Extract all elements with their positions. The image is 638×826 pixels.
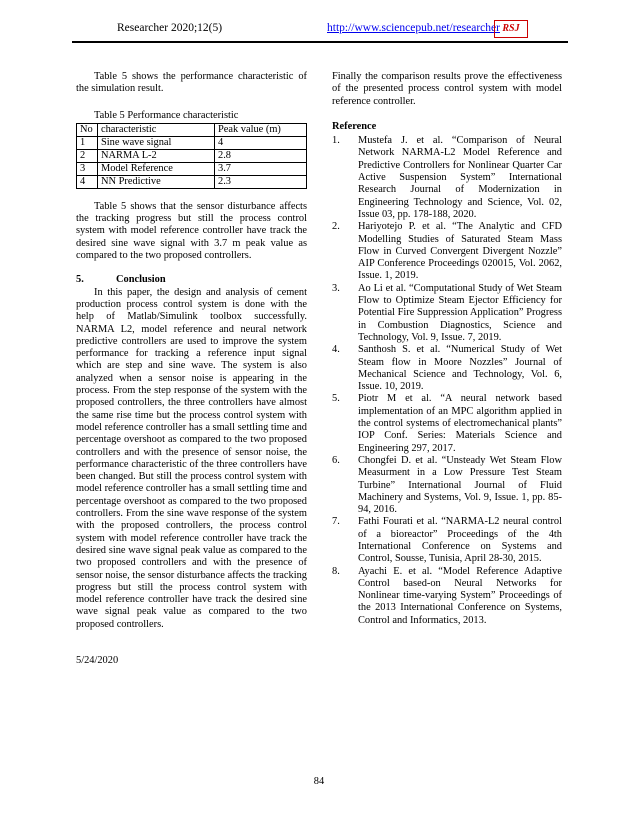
reference-item (332, 566, 562, 627)
reference-item (332, 455, 562, 516)
journal-url-link[interactable]: http://www.sciencepub.net/researcher (327, 22, 500, 34)
table-header-row (77, 123, 307, 136)
reference-item (332, 516, 562, 565)
table-cell: Sine wave signal (98, 136, 215, 149)
table-cell: NARMA L-2 (98, 149, 215, 162)
reference-heading: Reference (332, 120, 377, 132)
left-column (76, 71, 307, 631)
reference-item (332, 283, 562, 344)
reference-text: Ao Li et al. “Computational Study of Wet Steam Flow to Optimize Steam Ejector Efficiency for Potential Fire Suppression Application” Progress in Combustion Diagnostics, Science and Technology, Vol. 9, Issue. 7, 2019. (358, 282, 562, 343)
reference-number: 1. (332, 135, 340, 147)
submission-date: 5/24/2020 (76, 655, 119, 666)
table-discussion-paragraph: Table 5 shows that the sensor disturbance affects the tracking progress but still the process control system with model reference controller have track the desired sine wave signal with 3.7 m peak value as compared to the two proposed controllers. (76, 200, 307, 262)
table-cell: 3 (77, 162, 98, 175)
table-cell: 2 (77, 149, 98, 162)
reference-item (332, 221, 562, 282)
section-heading (76, 274, 307, 286)
table-cell: NN Predictive (98, 175, 215, 188)
reference-text: Ayachi E. et al. “Model Reference Adaptive Control based-on Neural Networks for Nonlinear time-varying System” Proceedings of the 2013 International Conference on Systems, Control and Informatics, 2013. (358, 565, 562, 626)
page-header (0, 18, 638, 54)
section-title: Conclusion (116, 274, 166, 286)
reference-number: 8. (332, 565, 340, 577)
reference-item (332, 344, 562, 393)
reference-number: 4. (332, 344, 340, 356)
reference-text: Chongfei D. et al. “Unsteady Wet Steam Flow Measurment in a Low Pressure Test Steam Turbine” International Journal of Fluid Machinery and Systems, Vol. 9, Issue. 1, pp. 85-94, 2016. (358, 454, 562, 516)
reference-number: 3. (332, 282, 340, 294)
section-number: 5. (76, 274, 84, 286)
reference-item (332, 393, 562, 454)
reference-text: Piotr M et al. “A neural network based implementation of an MPC algorithm applied in the control systems of electromechanical plants” IOP Conf. Series: Materials Science and Engineering 297, 2017. (358, 393, 562, 454)
reference-text: Hariyotejo P. et al. “The Analytic and CFD Modelling Studies of Saturated Steam Mass Flow in Curved Convergent Divergent Nozzle” AIP Conference Proceedings 020015, Vol. 2062, Issue. 1, 2019. (358, 221, 562, 282)
table-row (77, 162, 307, 175)
table-row (77, 149, 307, 162)
table-cell: 2.8 (215, 149, 307, 162)
reference-number: 7. (332, 516, 340, 528)
table-header-cell: characteristic (98, 123, 215, 136)
reference-item (332, 135, 562, 221)
table-cell: 4 (77, 175, 98, 188)
reference-text: Santhosh S. et al. “Numerical Study of Wet Steam flow in Moore Nozzles” Journal of Mechanical Science and Technology, Vol. 6, Issue. 10, 2019. (358, 344, 562, 393)
table-cell: 3.7 (215, 162, 307, 175)
table-header-cell: No (77, 123, 98, 136)
table-row (77, 136, 307, 149)
performance-table (76, 123, 307, 189)
reference-list (332, 135, 562, 627)
table-cell: 2.3 (215, 175, 307, 188)
table-intro-paragraph: Table 5 shows the performance characteristic of the simulation result. (76, 71, 307, 95)
journal-logo: RSJ (494, 20, 528, 38)
header-divider (72, 41, 568, 43)
conclusion-paragraph: In this paper, the design and analysis of cement production process control system is done with the help of Matlab/Simulink toolbox successfully. NARMA L2, model reference and neural network predictive controllers are used to improve the system performance for tracking a reference input signal which are step and sine wave. The system is also analyzed when a sensor noise is appearing in the process. From the step response of the system with the proposed controllers, the three controllers have almost the same rise time but the process control system with model reference controller has a small settling time and percentage overshoot as compared to the two proposed controllers and with the presence of sensor noise, the performance characteristic of the three controllers have been changed. But still the process control system with model reference controller has a small settling time and percentage overshoot as compared to the two proposed controllers. From the sine wave response of the system with the proposed controllers, the process control system with model reference controller have track the desired sine wave signal peak value as compared to the two proposed controllers and with the presence of sensor noise, the sensor disturbance affects the tracking progress but still the process control system with model reference controller have track the desired sine wave signal peak value as compared to the two proposed controllers. (76, 286, 307, 630)
table-header-cell: Peak value (m) (215, 123, 307, 136)
right-column (332, 71, 562, 627)
journal-citation: Researcher 2020;12(5) (117, 22, 223, 34)
table-caption: Table 5 Performance characteristic (94, 109, 239, 121)
reference-text: Fathi Fourati et al. “NARMA-L2 neural control of a bioreactor” Proceedings of the 4th International Conference on Systems and Control, Sousse, Tunisia, April 28-30, 2015. (358, 516, 562, 565)
reference-number: 6. (332, 454, 340, 466)
reference-text: Mustefa J. et al. “Comparison of Neural Network NARMA-L2 Model Reference and Predictive Controllers for Nonlinear Quarter Car Active Suspension System” International Research Journal of Modernization in Engineering Technology and Science, Vol. 02, Issue 03, pp. 178-188, 2020. (358, 135, 562, 220)
table-cell: 4 (215, 136, 307, 149)
reference-number: 2. (332, 221, 340, 233)
final-paragraph: Finally the comparison results prove the effectiveness of the presented process control system with model reference controller. (332, 71, 562, 107)
page-number: 84 (313, 776, 325, 787)
table-cell: Model Reference (98, 162, 215, 175)
table-cell: 1 (77, 136, 98, 149)
reference-number: 5. (332, 393, 340, 405)
table-row (77, 175, 307, 188)
